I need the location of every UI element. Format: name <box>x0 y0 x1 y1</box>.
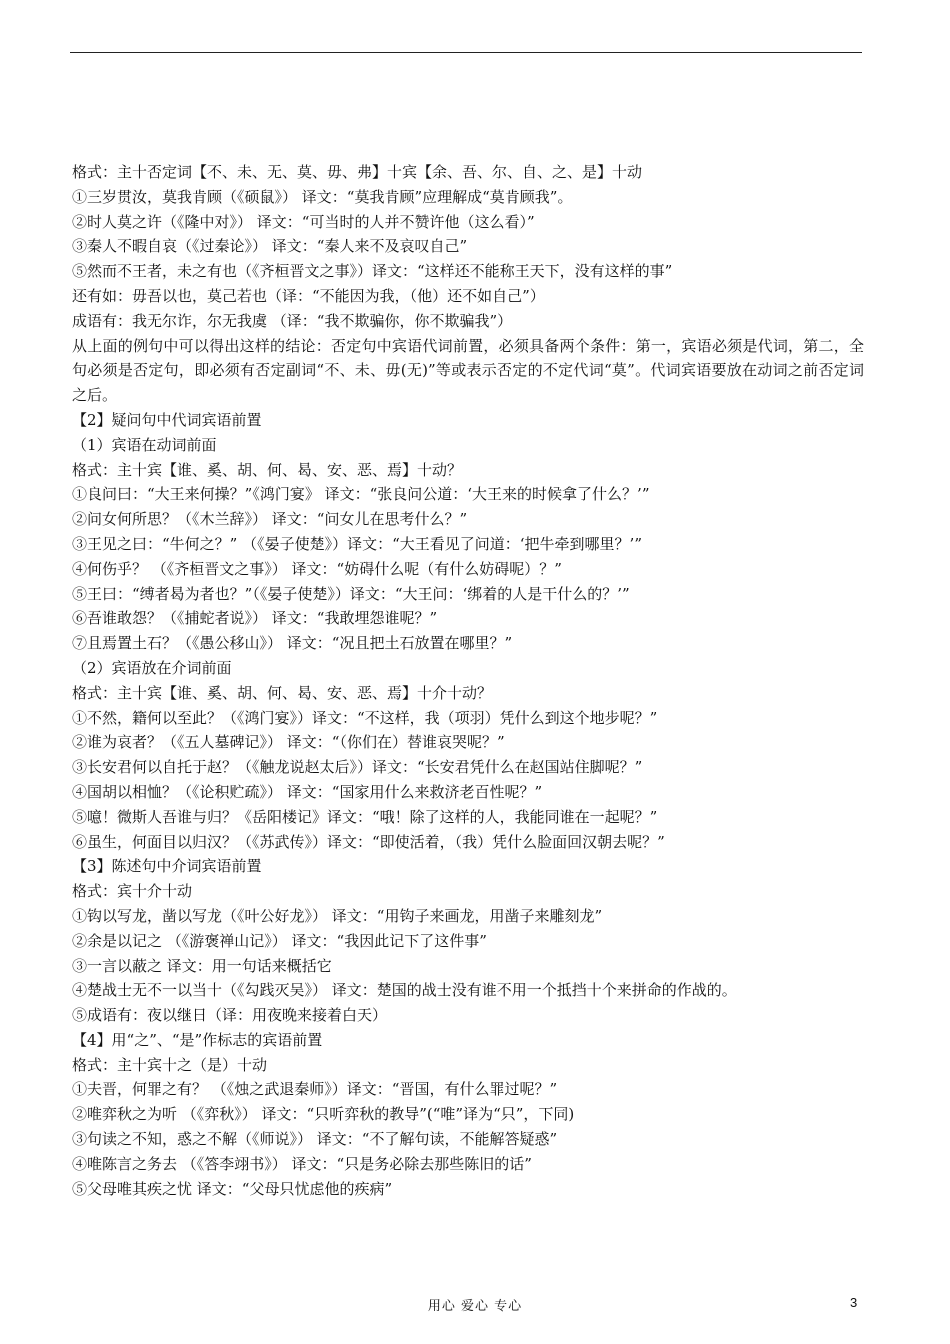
text-line: ②唯弈秋之为听 （《弈秋》） 译文：“只听弈秋的教导”(“唯”译为“只”，下同) <box>72 1105 575 1124</box>
text-line: ①钩以写龙，凿以写龙（《叶公好龙》） 译文：“用钩子来画龙，用凿子来雕刻龙” <box>72 906 603 925</box>
text-line: 成语有：我无尔诈，尔无我虞 （译：“我不欺骗你，你不欺骗我”） <box>72 311 513 330</box>
page-number: 3 <box>850 1295 858 1310</box>
section-heading: 【3】陈述句中介词宾语前置 <box>72 857 262 876</box>
text-line: ①良问曰：“大王来何操？”《鸿门宴》 译文：“张良问公道：‘大王来的时候拿了什么？’” <box>72 485 650 504</box>
subsection-heading: （1）宾语在动词前面 <box>72 435 217 454</box>
section-heading: 【4】用“之”、“是”作标志的宾语前置 <box>72 1030 323 1049</box>
text-line: ③一言以蔽之 译文：用一句话来概括它 <box>72 956 332 975</box>
text-line: 格式：主十宾十之（是）十动 <box>72 1055 268 1074</box>
text-line: ⑥吾谁敢怨？（《捕蛇者说》） 译文：“我敢埋怨谁呢？” <box>72 609 438 628</box>
text-line: ⑦且焉置土石？（《愚公移山》） 译文：“况且把土石放置在哪里？” <box>72 634 513 653</box>
text-line: ②余是以记之 （《游褒禅山记》） 译文：“我因此记下了这件事” <box>72 931 487 950</box>
text-line: 格式：主十宾【谁、奚、胡、何、曷、安、恶、焉】十介十动？ <box>72 683 493 702</box>
document-body <box>72 160 864 1201</box>
text-line: ⑤成语有：夜以继日（译：用夜晚来接着白天） <box>72 1006 388 1025</box>
page-footer: 用心 爱心 专心 <box>427 1299 523 1314</box>
text-line: ②时人莫之许（《隆中对》） 译文：“可当时的人并不赞许他（这么看）” <box>72 212 535 231</box>
text-line: ①夫晋，何罪之有？ （《烛之武退秦师》）译文：“晋国，有什么罪过呢？” <box>72 1080 558 1099</box>
text-line: ④唯陈言之务去 （《答李翊书》） 译文：“只是务必除去那些陈旧的话” <box>72 1154 532 1173</box>
text-line: ③王见之曰：“牛何之？” （《晏子使楚》）译文：“大王看见了问道：‘把牛牵到哪里？’” <box>72 534 642 553</box>
section-heading: 【2】疑问句中代词宾语前置 <box>72 410 262 429</box>
text-line: ③秦人不暇自哀（《过秦论》） 译文：“秦人来不及哀叹自己” <box>72 237 468 256</box>
conclusion-paragraph: 从上面的例句中可以得出这样的结论：否定句中宾语代词前置，必须具备两个条件：第一，宾语必须是代词，第二，全句必须是否定句，即必须有否定副词“不、未、毋(无)”等或表示否定的不定代词“莫”。代词宾语要放在动词之前否定词之后。 <box>72 336 864 405</box>
text-line: ②问女何所思？（《木兰辞》） 译文：“问女儿在思考什么？” <box>72 510 468 529</box>
text-line: ④楚战士无不一以当十（《勾践灭吴》） 译文：楚国的战士没有谁不用一个抵挡十个来拼命的作战的。 <box>72 981 737 1000</box>
text-line: ⑤然而不王者，未之有也（《齐桓晋文之事》）译文：“这样还不能称王天下，没有这样的事” <box>72 262 673 281</box>
text-line: 格式：主十否定词【不、未、无、莫、毋、弗】十宾【余、吾、尔、自、之、是】十动 <box>72 163 643 181</box>
text-line: 还有如：毋吾以也，莫己若也（译：“不能因为我，（他）还不如自己”） <box>72 286 545 305</box>
text-line: 格式：主十宾【谁、奚、胡、何、曷、安、恶、焉】十动？ <box>72 460 463 479</box>
text-line: ④何伤乎？ （《齐桓晋文之事》） 译文：“妨碍什么呢（有什么妨碍呢）？” <box>72 559 562 578</box>
text-line: ⑤噫！微斯人吾谁与归？《岳阳楼记》译文：“哦！除了这样的人，我能同谁在一起呢？” <box>72 807 658 826</box>
text-line: ①不然，籍何以至此？（《鸿门宴》）译文：“不这样，我（项羽）凭什么到这个地步呢？” <box>72 708 658 727</box>
text-line: ⑥虽生，何面目以归汉？（《苏武传》）译文：“即使活着，（我）凭什么脸面回汉朝去呢？” <box>72 832 665 851</box>
text-line: ⑤父母唯其疾之忧 译文：“父母只忧虑他的疾病” <box>72 1179 393 1198</box>
header-rule <box>70 52 862 53</box>
text-line: 格式：宾十介十动 <box>72 882 193 901</box>
subsection-heading: （2）宾语放在介词前面 <box>72 658 232 677</box>
text-line: ③长安君何以自托于赵？（《触龙说赵太后》）译文：“长安君凭什么在赵国站住脚呢？” <box>72 758 643 777</box>
text-line: ①三岁贯汝，莫我肯顾（《硕鼠》） 译文：“莫我肯顾”应理解成“莫肯顾我”。 <box>72 187 573 206</box>
text-line: ②谁为哀者？（《五人墓碑记》） 译文：“（你们在）替谁哀哭呢？” <box>72 733 505 752</box>
text-line: ③句读之不知，惑之不解（《师说》） 译文：“不了解句读，不能解答疑惑” <box>72 1130 558 1149</box>
text-line: ⑤王曰：“缚者曷为者也？”（《晏子使楚》）译文：“大王问：‘绑着的人是干什么的？’” <box>72 584 630 603</box>
text-line: ④国胡以相恤？（《论积贮疏》） 译文：“国家用什么来救济老百性呢？” <box>72 782 543 801</box>
